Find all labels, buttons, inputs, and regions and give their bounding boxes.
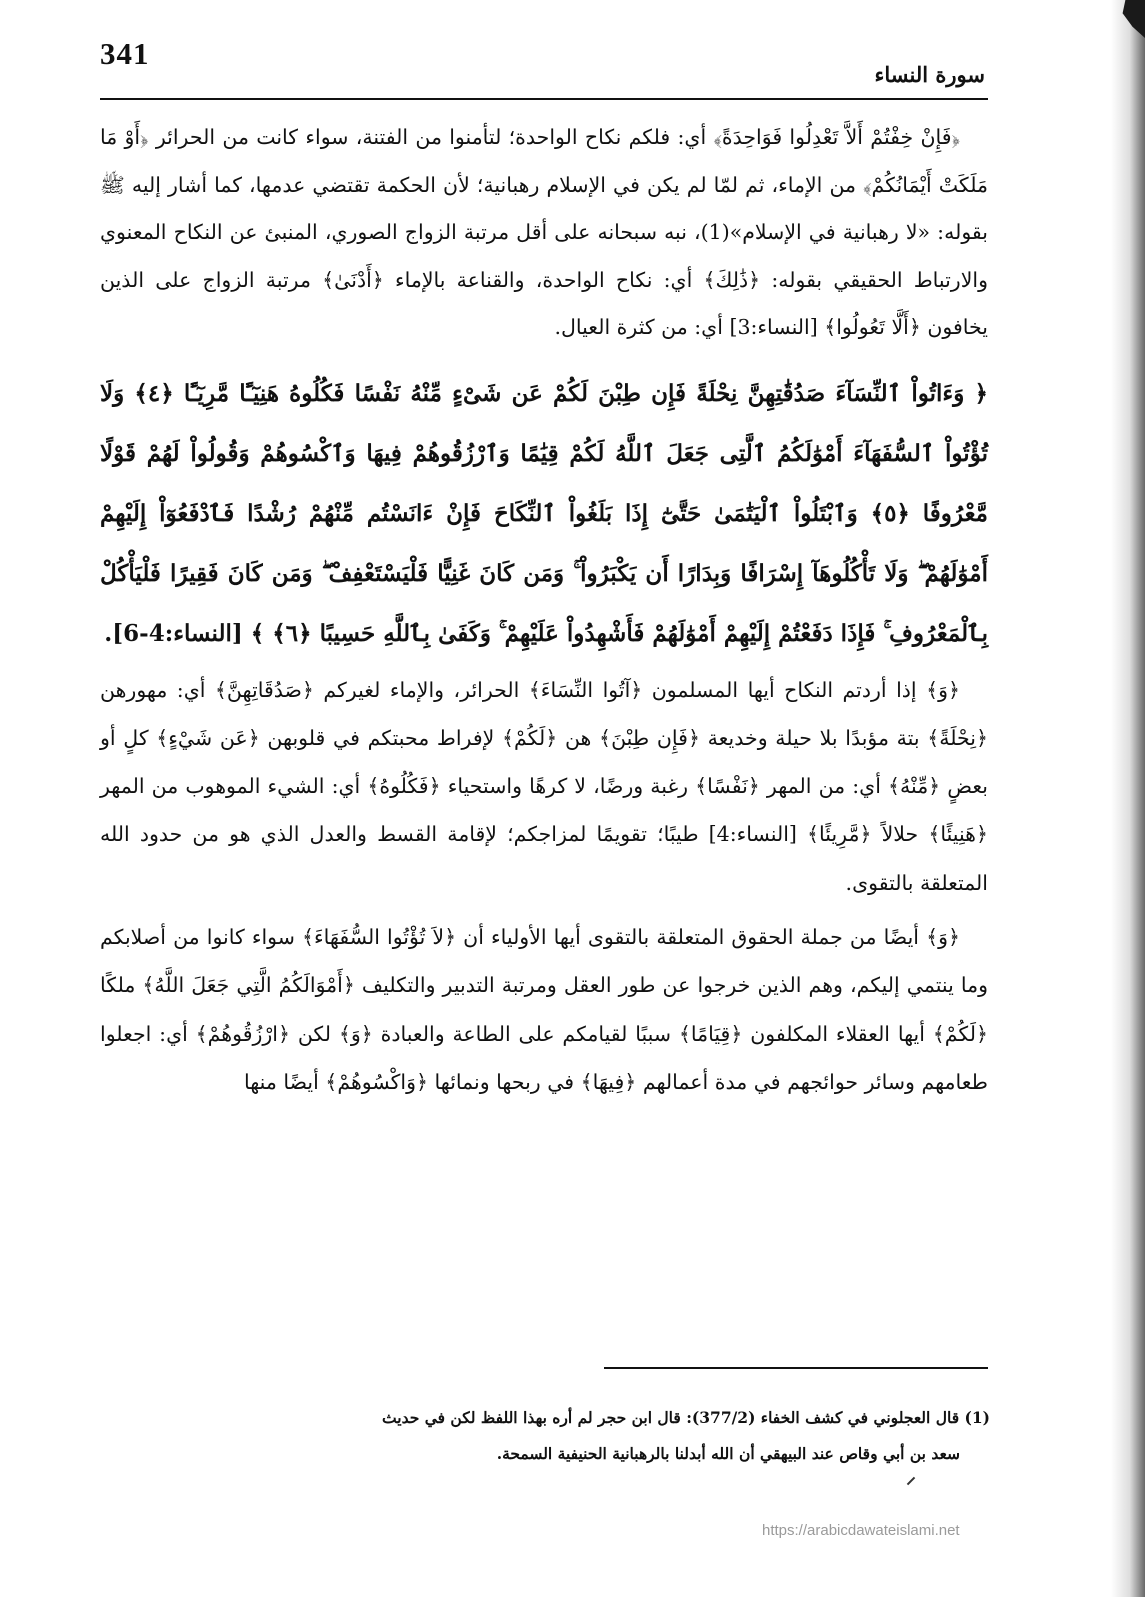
commentary-paragraph-2: ﴿وَ﴾ إذا أردتم النكاح أيها المسلمون ﴿آتُوا النِّسَاءَ﴾ الحرائر، والإماء لغيركم ﴿صَدُقَاتِهِنَّ﴾ أي: مهورهن ﴿نِحْلَةً﴾ بتة مؤبدًا بلا حيلة وخديعة ﴿فَإِن طِبْنَ﴾ هن ﴿لَكُمْ﴾ لإفراط محبتكم في قلوبهن ﴿عَن شَيْءٍ﴾ كلٍ أو بعضٍ ﴿مِّنْهُ﴾ أي: من المهر ﴿نَفْسًا﴾ رغبة ورضًا، لا كرهًا واستحياء ﴿فَكُلُوهُ﴾ أي: الشيء الموهوب من المهر ﴿هَنِيئًا﴾ حلالاً ﴿مَّرِيئًا﴾ [النساء:4] طيبًا؛ تقويمًا لمزاجكم؛ لإقامة القسط والعدل الذي هو من حدود الله المتعلقة بالتقوى. [100, 677, 988, 895]
scan-shadow-edge [1111, 0, 1145, 1597]
quran-verses-4-6: ﴿ وَءَاتُواْ ٱلنِّسَآءَ صَدُقَٰتِهِنَّ نِحْلَةً فَإِن طِبْنَ لَكُمْ عَن شَىْءٍ مِّنْهُ نَفْسًا فَكُلُوهُ هَنِيٓـًٔا مَّرِيٓـًٔا ﴿٤﴾ وَلَا تُؤْتُواْ ٱلسُّفَهَآءَ أَمْوَٰلَكُمُ ٱلَّتِى جَعَلَ ٱللَّهُ لَكُمْ قِيَٰمًا وَٱرْزُقُوهُمْ فِيهَا وَٱكْسُوهُمْ وَقُولُواْ لَهُمْ قَوْلًا مَّعْرُوفًا ﴿٥﴾ وَٱبْتَلُواْ ٱلْيَتَٰمَىٰ حَتَّىٰٓ إِذَا بَلَغُواْ ٱلنِّكَاحَ فَإِنْ ءَانَسْتُم مِّنْهُمْ رُشْدًا فَٱدْفَعُوٓاْ إِلَيْهِمْ أَمْوَٰلَهُمْ ۖ وَلَا تَأْكُلُوهَآ إِسْرَافًا وَبِدَارًا أَن يَكْبَرُواْ ۚ وَمَن كَانَ غَنِيًّا فَلْيَسْتَعْفِفْ ۖ وَمَن كَانَ فَقِيرًا فَلْيَأْكُلْ بِٱلْمَعْرُوفِ ۚ فَإِذَا دَفَعْتُمْ إِلَيْهِمْ أَمْوَٰلَهُمْ فَأَشْهِدُواْ عَلَيْهِمْ ۚ وَكَفَىٰ بِٱللَّهِ حَسِيبًا ﴿٦﴾ ﴾ [النساء:4-6]. [100, 379, 988, 647]
commentary-paragraph-3: ﴿وَ﴾ أيضًا من جملة الحقوق المتعلقة بالتقوى أيها الأولياء أن ﴿لاَ تُؤْتُوا السُّفَهَاءَ﴾ سواء كانوا من أصلابكم وما ينتمي إليكم، وهم الذين خرجوا عن طور العقل ومرتبة التدبير والتكليف ﴿أَمْوَالَكُمُ الَّتِي جَعَلَ اللَّهُ﴾ ملكًا ﴿لَكُمْ﴾ أيها العقلاء المكلفون ﴿قِيَامًا﴾ سببًا لقيامكم على الطاعة والعبادة ﴿وَ﴾ لكن ﴿ارْزُقُوهُمْ﴾ أي: اجعلوا طعامهم وسائر حوائجهم في مدة أعمالهم ﴿فِيهَا﴾ في ربحها ونمائها ﴿وَاكْسُوهُمْ﴾ أيضًا منها [100, 924, 988, 1094]
page-body [100, 114, 988, 1106]
footnote-1: (1) قال العجلوني في كشف الخفاء (377/2): قال ابن حجر لم أره بهذا اللفظ لكن في حديث [382, 1408, 990, 1427]
footnotes-section [90, 1400, 990, 1472]
stray-pen-mark [907, 1477, 915, 1485]
footnote-divider [604, 1367, 988, 1369]
source-watermark: https://arabicdawateislami.net [762, 1522, 960, 1539]
header-divider [100, 98, 988, 100]
footnote-1-continuation: سعد بن أبي وقاص عند البيهقي أن الله أبدلنا بالرهبانية الحنيفية السمحة. [496, 1444, 960, 1463]
commentary-paragraph-1: ﴿فَإِنْ خِفْتُمْ أَلاَّ تَعْدِلُوا فَوَاحِدَةً﴾ أي: فلكم نكاح الواحدة؛ لتأمنوا من الفتنة، سواء كانت من الحرائر ﴿أَوْ مَا مَلَكَتْ أَيْمَانُكُمْ﴾ من الإماء، ثم لمّا لم يكن في الإسلام رهبانية؛ لأن الحكمة تقتضي عدمها، كما أشار إليه ﷺ بقوله: «لا رهبانية في الإسلام»(1)، نبه سبحانه على أقل مرتبة الزواج الصوري، المنبئ عن النكاح المعنوي والارتباط الحقيقي بقوله: ﴿ذَٰلِكَ﴾ أي: نكاح الواحدة، والقناعة بالإماء ﴿أَدْنَىٰ﴾ مرتبة الزواج على الذين يخافون ﴿أَلَّا تَعُولُوا﴾ [النساء:3] أي: من كثرة العيال. [100, 125, 988, 339]
page-number: 341 [100, 36, 150, 71]
running-header-surah: سورة النساء [874, 62, 985, 87]
